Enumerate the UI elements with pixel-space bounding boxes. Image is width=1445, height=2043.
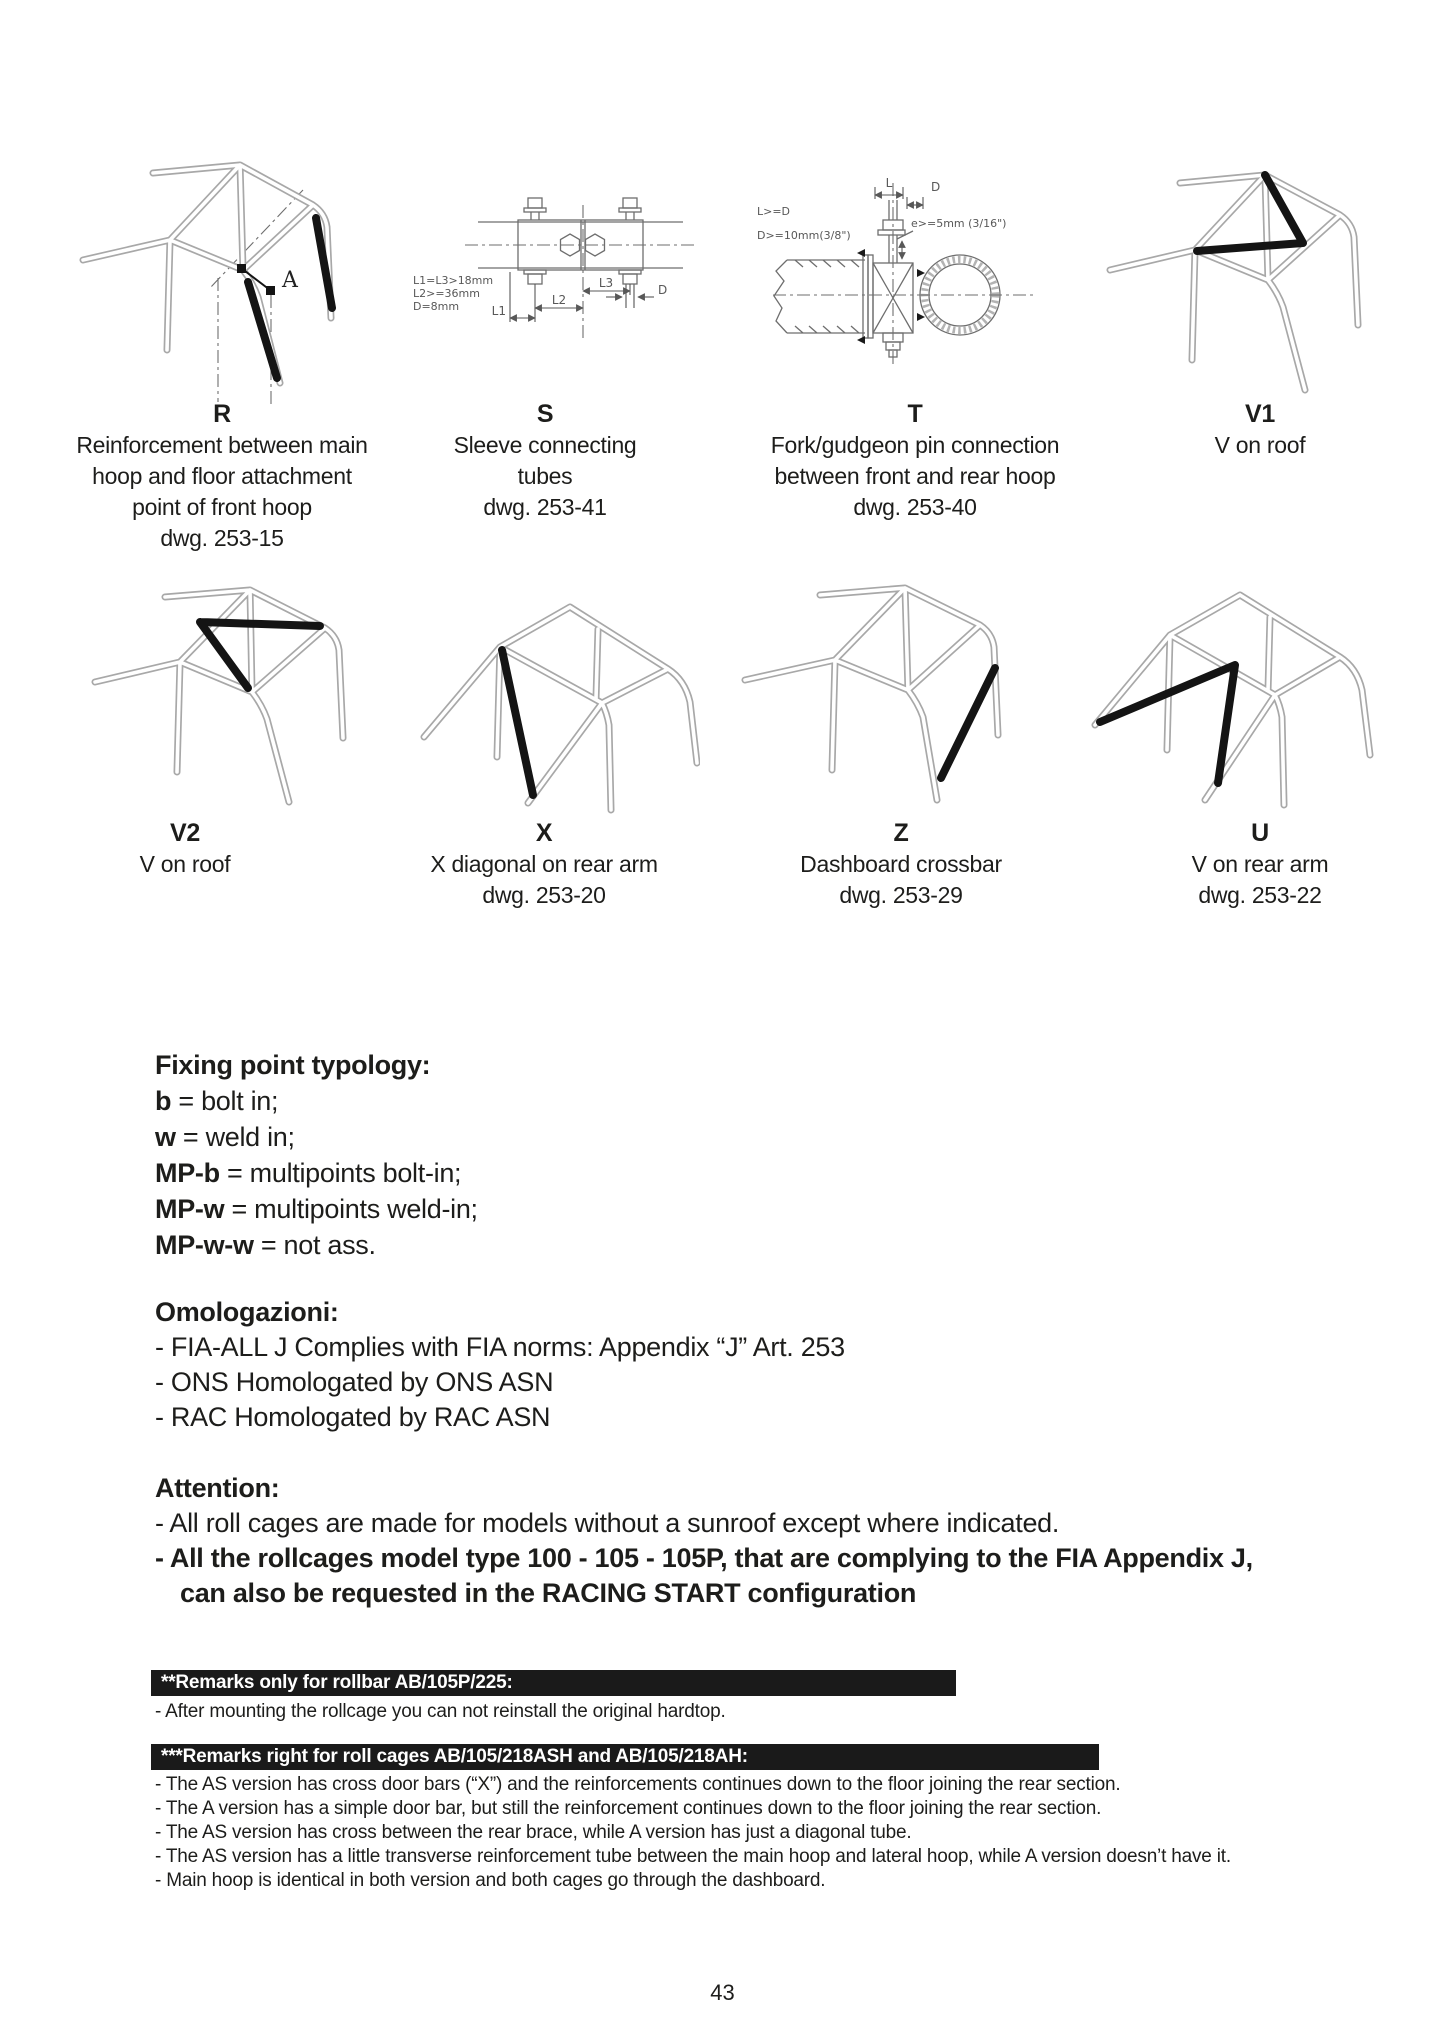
figure-v2-label: V2 <box>170 819 200 847</box>
remarks-218-items <box>155 1773 1231 1893</box>
cage-tubes <box>745 588 998 800</box>
rollcage-diagram-u <box>1070 565 1380 810</box>
note-d: D=8mm <box>413 300 460 313</box>
homologations-heading: Omologazioni: <box>155 1297 339 1327</box>
note-e-min: e>=5mm (3/16") <box>911 217 1007 230</box>
note-d-min: D>=10mm(3/8") <box>757 229 851 242</box>
dashboard-crossbar-highlight <box>941 668 995 778</box>
remark-line: - The AS version has cross door bars (“X”) and the reinforcements continues down to the floor joining the rear section. <box>155 1774 1121 1795</box>
figure-u-label: U <box>1251 819 1269 847</box>
tube-and-sleeve <box>478 198 683 308</box>
figure-r-caption <box>42 399 402 554</box>
tube-section <box>774 260 865 333</box>
remarks-bar-218: ***Remarks right for roll cages AB/105/218ASH and AB/105/218AH: <box>151 1744 1099 1770</box>
figure-x-caption <box>364 818 724 911</box>
remark-line: - The A version has a simple door bar, but still the reinforcement continues down to the floor joining the rear section. <box>155 1798 1102 1819</box>
figure-r-label: R <box>213 400 231 428</box>
caption-line: tubes <box>517 463 573 489</box>
fixing-item: w = weld in; <box>155 1122 295 1152</box>
attention-item: - All roll cages are made for models without a sunroof except where indicated. <box>155 1508 1060 1538</box>
dim-d-label: D <box>658 283 668 297</box>
page-number: 43 <box>710 1980 735 2005</box>
fixing-item: MP-w = multipoints weld-in; <box>155 1194 478 1224</box>
remark-line: - Main hoop is identical in both version and both cages go through the dashboard. <box>155 1870 826 1891</box>
fork-pin-technical-drawing <box>745 175 1045 375</box>
figure-s-caption <box>365 399 725 523</box>
remark-line: - The AS version has a little transverse reinforcement tube between the main hoop and lateral hoop, while A version doesn’t have it. <box>155 1846 1231 1867</box>
point-a-label: A <box>282 268 298 293</box>
caption-line: Sleeve connecting <box>453 432 637 458</box>
cage-tubes <box>1110 175 1358 390</box>
caption-line: dwg. 253-41 <box>483 494 607 520</box>
figure-v2-caption <box>5 818 365 880</box>
dimensions <box>492 272 668 322</box>
cage-tubes <box>424 607 697 810</box>
figure-v1-label: V1 <box>1245 400 1275 428</box>
caption-line: dwg. 253-20 <box>482 882 606 908</box>
caption-line: V on roof <box>1214 432 1306 458</box>
dim-l1-label: L1 <box>491 304 506 318</box>
fork-notes <box>757 205 1006 242</box>
caption-line: between front and rear hoop <box>774 463 1056 489</box>
dim-l-label: L <box>885 176 893 190</box>
note-l1l3: L1=L3>18mm <box>413 274 494 287</box>
figure-t-caption <box>735 399 1095 523</box>
homologations-section <box>155 1295 845 1435</box>
figure-v1-caption <box>1080 399 1440 461</box>
rollcage-diagram-v1 <box>1090 155 1400 400</box>
caption-line: point of front hoop <box>132 494 312 520</box>
fixing-heading: Fixing point typology: <box>155 1050 431 1080</box>
centerlines <box>773 183 1037 367</box>
figure-z-label: Z <box>893 819 909 847</box>
figure-z-caption <box>721 818 1081 911</box>
centerlines <box>465 205 695 342</box>
fixing-point-typology-section <box>155 1047 478 1263</box>
fixing-item: MP-w-w = not ass. <box>155 1230 376 1260</box>
attention-section <box>155 1471 1253 1611</box>
dim-d-label: D <box>931 180 941 194</box>
figure-x-label: X <box>535 819 553 847</box>
caption-line: Dashboard crossbar <box>800 851 1002 877</box>
attention-item-bold: - All the rollcages model type 100 - 105 - 105P, that are complying to the FIA Appendix J, <box>155 1543 1253 1573</box>
sleeve-notes <box>413 274 493 313</box>
x-diagonal-highlight <box>502 650 533 795</box>
figure-t-label: T <box>907 400 923 428</box>
caption-line: hoop and floor attachment <box>92 463 352 489</box>
homologation-item: - ONS Homologated by ONS ASN <box>155 1367 554 1397</box>
attention-heading: Attention: <box>155 1473 280 1503</box>
note-l2: L2>=36mm <box>413 287 480 300</box>
caption-line: Reinforcement between main <box>76 432 368 458</box>
caption-line: dwg. 253-22 <box>1198 882 1322 908</box>
caption-line: V on roof <box>139 851 231 877</box>
remark-line: - After mounting the rollcage you can not reinstall the original hardtop. <box>155 1701 726 1722</box>
dim-l3-label: L3 <box>598 276 614 290</box>
sleeve-technical-drawing <box>410 190 710 355</box>
rollcage-diagram-r <box>55 140 375 410</box>
rollcage-diagram-v2 <box>70 570 360 815</box>
dim-l2-label: L2 <box>551 293 567 307</box>
homologation-item: - FIA-ALL J Complies with FIA norms: Appendix “J” Art. 253 <box>155 1332 845 1362</box>
note-l-ge-d: L>=D <box>757 205 791 218</box>
caption-line: V on rear arm <box>1191 851 1329 877</box>
caption-line: dwg. 253-15 <box>160 525 284 551</box>
homologation-item: - RAC Homologated by RAC ASN <box>155 1402 551 1432</box>
caption-line: Fork/gudgeon pin connection <box>770 432 1060 458</box>
remarks-bar-105p: **Remarks only for rollbar AB/105P/225: <box>151 1670 956 1696</box>
caption-line: dwg. 253-40 <box>853 494 977 520</box>
rollcage-diagram-x <box>400 575 700 815</box>
remarks-105p-items <box>155 1700 726 1724</box>
caption-line: dwg. 253-29 <box>839 882 963 908</box>
figure-s-label: S <box>536 400 554 428</box>
figure-u-caption <box>1080 818 1440 911</box>
attention-item-bold: can also be requested in the RACING START configuration <box>180 1578 917 1608</box>
fixing-item: b = bolt in; <box>155 1086 279 1116</box>
caption-line: X diagonal on rear arm <box>430 851 658 877</box>
rollcage-diagram-z <box>715 570 1045 815</box>
remark-line: - The AS version has cross between the rear brace, while A version has just a diagonal tube. <box>155 1822 912 1843</box>
fixing-item: MP-b = multipoints bolt-in; <box>155 1158 462 1188</box>
